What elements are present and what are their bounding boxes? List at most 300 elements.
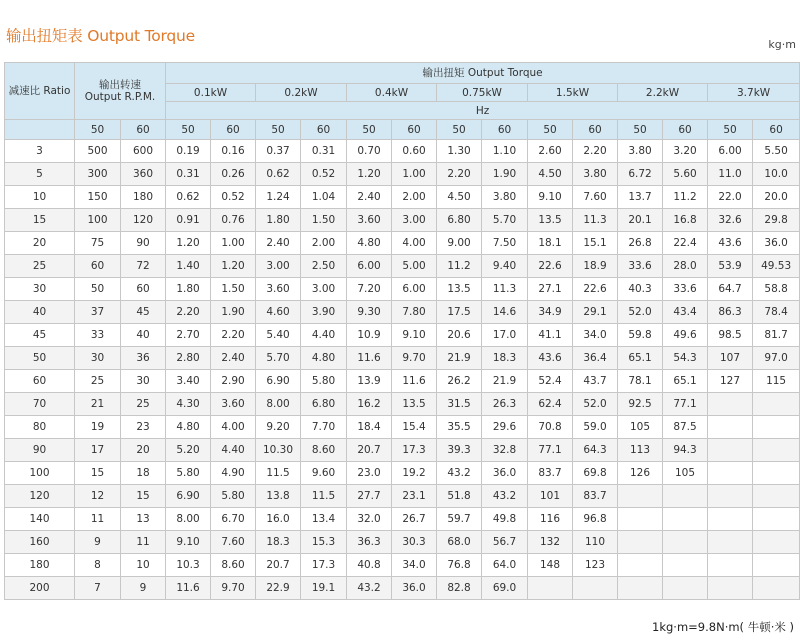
torque-cell: 49.6 bbox=[663, 324, 708, 347]
torque-cell: 18.3 bbox=[256, 531, 301, 554]
torque-cell: 16.0 bbox=[256, 508, 301, 531]
torque-cell: 51.8 bbox=[437, 485, 482, 508]
torque-cell: 6.00 bbox=[347, 255, 392, 278]
torque-cell: 4.00 bbox=[211, 416, 256, 439]
torque-cell bbox=[618, 485, 663, 508]
frequency-header: 60 bbox=[753, 120, 800, 140]
torque-cell: 65.1 bbox=[618, 347, 663, 370]
hz-header: Hz bbox=[166, 102, 800, 120]
torque-cell: 22.0 bbox=[708, 186, 753, 209]
torque-cell: 22.6 bbox=[528, 255, 573, 278]
power-header: 0.2kW bbox=[256, 84, 347, 102]
torque-cell: 36.0 bbox=[392, 577, 437, 600]
torque-cell: 53.9 bbox=[708, 255, 753, 278]
torque-cell: 1.00 bbox=[392, 163, 437, 186]
torque-cell: 7.60 bbox=[211, 531, 256, 554]
ratio-cell: 140 bbox=[5, 508, 75, 531]
torque-cell: 148 bbox=[528, 554, 573, 577]
torque-cell: 8.60 bbox=[301, 439, 347, 462]
torque-cell: 52.0 bbox=[618, 301, 663, 324]
torque-cell: 29.1 bbox=[573, 301, 618, 324]
ratio-subheader-empty bbox=[5, 120, 75, 140]
torque-cell: 20.7 bbox=[347, 439, 392, 462]
torque-cell: 82.8 bbox=[437, 577, 482, 600]
torque-cell: 101 bbox=[528, 485, 573, 508]
torque-cell: 34.0 bbox=[392, 554, 437, 577]
rpm-cell: 15 bbox=[121, 485, 166, 508]
torque-cell: 18.4 bbox=[347, 416, 392, 439]
rpm-cell: 21 bbox=[75, 393, 121, 416]
rpm-cell: 19 bbox=[75, 416, 121, 439]
torque-cell: 31.5 bbox=[437, 393, 482, 416]
rpm-cell: 17 bbox=[75, 439, 121, 462]
torque-cell: 2.60 bbox=[528, 140, 573, 163]
torque-cell: 110 bbox=[573, 531, 618, 554]
table-row bbox=[5, 347, 800, 370]
table-row bbox=[5, 209, 800, 232]
torque-cell: 20.1 bbox=[618, 209, 663, 232]
torque-cell: 92.5 bbox=[618, 393, 663, 416]
torque-cell: 9.60 bbox=[301, 462, 347, 485]
torque-cell: 62.4 bbox=[528, 393, 573, 416]
torque-cell: 69.8 bbox=[573, 462, 618, 485]
torque-cell bbox=[708, 393, 753, 416]
torque-cell: 29.6 bbox=[482, 416, 528, 439]
torque-cell: 107 bbox=[708, 347, 753, 370]
torque-cell: 8.00 bbox=[166, 508, 211, 531]
torque-cell: 20.6 bbox=[437, 324, 482, 347]
torque-cell: 29.8 bbox=[753, 209, 800, 232]
torque-cell: 11.0 bbox=[708, 163, 753, 186]
table-row bbox=[5, 140, 800, 163]
torque-cell: 77.1 bbox=[528, 439, 573, 462]
torque-cell: 0.19 bbox=[166, 140, 211, 163]
torque-cell: 1.90 bbox=[482, 163, 528, 186]
ratio-cell: 45 bbox=[5, 324, 75, 347]
torque-cell: 26.7 bbox=[392, 508, 437, 531]
torque-cell: 15.1 bbox=[573, 232, 618, 255]
ratio-cell: 20 bbox=[5, 232, 75, 255]
frequency-header: 60 bbox=[392, 120, 437, 140]
rpm-cell: 11 bbox=[75, 508, 121, 531]
torque-cell: 14.6 bbox=[482, 301, 528, 324]
torque-cell bbox=[708, 508, 753, 531]
torque-cell: 4.60 bbox=[256, 301, 301, 324]
torque-cell: 10.9 bbox=[347, 324, 392, 347]
torque-cell: 9.70 bbox=[211, 577, 256, 600]
rpm-cell: 30 bbox=[75, 347, 121, 370]
torque-cell: 1.10 bbox=[482, 140, 528, 163]
torque-cell: 18.9 bbox=[573, 255, 618, 278]
table-row bbox=[5, 255, 800, 278]
torque-cell: 10.30 bbox=[256, 439, 301, 462]
torque-cell: 2.20 bbox=[211, 324, 256, 347]
torque-cell: 6.00 bbox=[708, 140, 753, 163]
torque-cell: 3.80 bbox=[482, 186, 528, 209]
torque-cell: 35.5 bbox=[437, 416, 482, 439]
rpm-cell: 10 bbox=[121, 554, 166, 577]
torque-cell: 1.50 bbox=[211, 278, 256, 301]
frequency-header: 50 bbox=[75, 120, 121, 140]
ratio-cell: 3 bbox=[5, 140, 75, 163]
torque-cell: 0.31 bbox=[301, 140, 347, 163]
torque-cell: 1.90 bbox=[211, 301, 256, 324]
torque-cell: 17.5 bbox=[437, 301, 482, 324]
rpm-cell: 36 bbox=[121, 347, 166, 370]
torque-cell bbox=[708, 462, 753, 485]
torque-cell: 5.50 bbox=[753, 140, 800, 163]
torque-cell: 5.80 bbox=[211, 485, 256, 508]
torque-cell: 9.00 bbox=[437, 232, 482, 255]
torque-cell: 65.1 bbox=[663, 370, 708, 393]
torque-cell: 43.6 bbox=[708, 232, 753, 255]
torque-cell: 83.7 bbox=[573, 485, 618, 508]
torque-cell: 1.20 bbox=[211, 255, 256, 278]
rpm-cell: 75 bbox=[75, 232, 121, 255]
torque-cell: 34.9 bbox=[528, 301, 573, 324]
torque-cell: 22.9 bbox=[256, 577, 301, 600]
torque-cell: 64.7 bbox=[708, 278, 753, 301]
torque-cell: 34.0 bbox=[573, 324, 618, 347]
ratio-cell: 200 bbox=[5, 577, 75, 600]
torque-cell: 16.8 bbox=[663, 209, 708, 232]
torque-cell: 32.8 bbox=[482, 439, 528, 462]
torque-cell: 13.5 bbox=[437, 278, 482, 301]
torque-cell bbox=[753, 462, 800, 485]
torque-cell: 2.40 bbox=[256, 232, 301, 255]
rpm-cell: 7 bbox=[75, 577, 121, 600]
torque-cell: 15.3 bbox=[301, 531, 347, 554]
torque-cell: 11.2 bbox=[437, 255, 482, 278]
rpm-cell: 120 bbox=[121, 209, 166, 232]
rpm-cell: 23 bbox=[121, 416, 166, 439]
torque-cell: 18.3 bbox=[482, 347, 528, 370]
torque-cell: 10.3 bbox=[166, 554, 211, 577]
torque-cell: 28.0 bbox=[663, 255, 708, 278]
torque-cell: 76.8 bbox=[437, 554, 482, 577]
torque-cell: 6.70 bbox=[211, 508, 256, 531]
torque-cell: 1.24 bbox=[256, 186, 301, 209]
torque-cell bbox=[528, 577, 573, 600]
torque-cell: 115 bbox=[753, 370, 800, 393]
torque-cell: 2.00 bbox=[392, 186, 437, 209]
torque-cell: 2.90 bbox=[211, 370, 256, 393]
torque-cell: 23.0 bbox=[347, 462, 392, 485]
torque-cell: 2.20 bbox=[437, 163, 482, 186]
torque-cell: 127 bbox=[708, 370, 753, 393]
torque-cell: 2.70 bbox=[166, 324, 211, 347]
torque-cell: 0.52 bbox=[211, 186, 256, 209]
torque-cell bbox=[663, 485, 708, 508]
torque-cell: 2.80 bbox=[166, 347, 211, 370]
torque-cell: 2.50 bbox=[301, 255, 347, 278]
torque-cell: 86.3 bbox=[708, 301, 753, 324]
torque-cell: 6.72 bbox=[618, 163, 663, 186]
torque-cell: 64.0 bbox=[482, 554, 528, 577]
torque-cell: 11.6 bbox=[392, 370, 437, 393]
torque-cell: 11.6 bbox=[347, 347, 392, 370]
torque-cell: 105 bbox=[663, 462, 708, 485]
ratio-cell: 10 bbox=[5, 186, 75, 209]
torque-cell: 6.90 bbox=[166, 485, 211, 508]
torque-cell: 54.3 bbox=[663, 347, 708, 370]
frequency-header: 50 bbox=[256, 120, 301, 140]
torque-cell: 94.3 bbox=[663, 439, 708, 462]
torque-cell bbox=[753, 393, 800, 416]
torque-cell: 16.2 bbox=[347, 393, 392, 416]
ratio-cell: 160 bbox=[5, 531, 75, 554]
rpm-cell: 25 bbox=[121, 393, 166, 416]
torque-cell bbox=[753, 531, 800, 554]
torque-cell: 11.3 bbox=[482, 278, 528, 301]
torque-cell bbox=[708, 485, 753, 508]
rpm-cell: 13 bbox=[121, 508, 166, 531]
torque-cell: 5.80 bbox=[301, 370, 347, 393]
torque-cell: 77.1 bbox=[663, 393, 708, 416]
torque-cell: 43.4 bbox=[663, 301, 708, 324]
frequency-header: 50 bbox=[708, 120, 753, 140]
torque-cell: 9.20 bbox=[256, 416, 301, 439]
torque-cell: 17.0 bbox=[482, 324, 528, 347]
rpm-cell: 9 bbox=[121, 577, 166, 600]
torque-cell bbox=[573, 577, 618, 600]
rpm-cell: 600 bbox=[121, 140, 166, 163]
torque-cell: 11.2 bbox=[663, 186, 708, 209]
torque-cell: 8.60 bbox=[211, 554, 256, 577]
speed-header bbox=[75, 63, 166, 120]
power-header: 1.5kW bbox=[528, 84, 618, 102]
torque-cell: 4.00 bbox=[392, 232, 437, 255]
torque-cell: 123 bbox=[573, 554, 618, 577]
torque-cell: 8.00 bbox=[256, 393, 301, 416]
table-row bbox=[5, 485, 800, 508]
torque-cell: 4.80 bbox=[301, 347, 347, 370]
rpm-cell: 300 bbox=[75, 163, 121, 186]
speed-header-en: Output R.P.M. bbox=[84, 91, 156, 103]
torque-cell: 1.80 bbox=[166, 278, 211, 301]
torque-cell bbox=[753, 577, 800, 600]
torque-cell: 2.40 bbox=[211, 347, 256, 370]
ratio-cell: 25 bbox=[5, 255, 75, 278]
torque-cell: 26.3 bbox=[482, 393, 528, 416]
torque-cell: 18.1 bbox=[528, 232, 573, 255]
torque-cell: 0.26 bbox=[211, 163, 256, 186]
torque-cell: 22.6 bbox=[573, 278, 618, 301]
torque-cell: 59.8 bbox=[618, 324, 663, 347]
torque-cell: 3.60 bbox=[256, 278, 301, 301]
torque-cell: 69.0 bbox=[482, 577, 528, 600]
torque-cell: 3.80 bbox=[573, 163, 618, 186]
frequency-header: 60 bbox=[663, 120, 708, 140]
torque-cell: 7.80 bbox=[392, 301, 437, 324]
power-header: 0.1kW bbox=[166, 84, 256, 102]
torque-cell: 78.1 bbox=[618, 370, 663, 393]
torque-cell: 87.5 bbox=[663, 416, 708, 439]
torque-cell: 9.30 bbox=[347, 301, 392, 324]
torque-cell: 3.60 bbox=[211, 393, 256, 416]
power-header: 2.2kW bbox=[618, 84, 708, 102]
torque-cell: 40.3 bbox=[618, 278, 663, 301]
torque-cell bbox=[708, 531, 753, 554]
ratio-header: 减速比 Ratio bbox=[5, 63, 75, 120]
torque-cell: 68.0 bbox=[437, 531, 482, 554]
torque-cell: 41.1 bbox=[528, 324, 573, 347]
torque-cell: 36.4 bbox=[573, 347, 618, 370]
torque-cell: 0.70 bbox=[347, 140, 392, 163]
torque-cell: 11.5 bbox=[256, 462, 301, 485]
torque-cell bbox=[663, 554, 708, 577]
torque-cell bbox=[753, 485, 800, 508]
rpm-cell: 37 bbox=[75, 301, 121, 324]
torque-cell: 4.30 bbox=[166, 393, 211, 416]
torque-cell: 113 bbox=[618, 439, 663, 462]
table-row bbox=[5, 416, 800, 439]
torque-cell: 3.60 bbox=[347, 209, 392, 232]
torque-cell: 5.40 bbox=[256, 324, 301, 347]
ratio-cell: 70 bbox=[5, 393, 75, 416]
unit-label: kg·m bbox=[768, 38, 796, 51]
torque-cell: 4.40 bbox=[301, 324, 347, 347]
torque-cell: 9.70 bbox=[392, 347, 437, 370]
torque-cell: 98.5 bbox=[708, 324, 753, 347]
torque-cell: 0.37 bbox=[256, 140, 301, 163]
table-body bbox=[5, 140, 800, 600]
torque-cell: 17.3 bbox=[301, 554, 347, 577]
ratio-cell: 5 bbox=[5, 163, 75, 186]
ratio-cell: 15 bbox=[5, 209, 75, 232]
torque-cell: 6.80 bbox=[437, 209, 482, 232]
torque-cell: 116 bbox=[528, 508, 573, 531]
torque-cell: 10.0 bbox=[753, 163, 800, 186]
torque-cell: 32.6 bbox=[708, 209, 753, 232]
rpm-cell: 30 bbox=[121, 370, 166, 393]
torque-cell: 0.52 bbox=[301, 163, 347, 186]
torque-cell bbox=[663, 531, 708, 554]
torque-cell: 9.10 bbox=[166, 531, 211, 554]
power-header: 0.4kW bbox=[347, 84, 437, 102]
torque-cell: 5.70 bbox=[482, 209, 528, 232]
torque-cell: 32.0 bbox=[347, 508, 392, 531]
torque-cell: 7.20 bbox=[347, 278, 392, 301]
table-row bbox=[5, 462, 800, 485]
frequency-header: 60 bbox=[482, 120, 528, 140]
table-row bbox=[5, 370, 800, 393]
torque-cell: 13.5 bbox=[392, 393, 437, 416]
torque-cell: 6.00 bbox=[392, 278, 437, 301]
table-row bbox=[5, 232, 800, 255]
torque-cell: 17.3 bbox=[392, 439, 437, 462]
torque-cell bbox=[618, 577, 663, 600]
torque-cell: 126 bbox=[618, 462, 663, 485]
torque-cell bbox=[708, 439, 753, 462]
torque-cell bbox=[708, 554, 753, 577]
torque-cell: 78.4 bbox=[753, 301, 800, 324]
torque-cell: 22.4 bbox=[663, 232, 708, 255]
torque-cell: 96.8 bbox=[573, 508, 618, 531]
torque-cell: 36.3 bbox=[347, 531, 392, 554]
torque-cell bbox=[618, 531, 663, 554]
torque-cell bbox=[753, 416, 800, 439]
torque-cell: 9.40 bbox=[482, 255, 528, 278]
torque-cell: 52.0 bbox=[573, 393, 618, 416]
torque-cell: 43.6 bbox=[528, 347, 573, 370]
torque-cell: 2.20 bbox=[573, 140, 618, 163]
torque-cell: 26.8 bbox=[618, 232, 663, 255]
torque-cell: 4.50 bbox=[437, 186, 482, 209]
rpm-cell: 12 bbox=[75, 485, 121, 508]
rpm-cell: 90 bbox=[121, 232, 166, 255]
torque-cell: 5.20 bbox=[166, 439, 211, 462]
power-header: 3.7kW bbox=[708, 84, 800, 102]
ratio-cell: 50 bbox=[5, 347, 75, 370]
torque-cell: 70.8 bbox=[528, 416, 573, 439]
torque-cell: 0.62 bbox=[166, 186, 211, 209]
torque-cell: 0.91 bbox=[166, 209, 211, 232]
torque-cell: 64.3 bbox=[573, 439, 618, 462]
rpm-cell: 9 bbox=[75, 531, 121, 554]
torque-cell: 9.10 bbox=[528, 186, 573, 209]
table-row bbox=[5, 393, 800, 416]
torque-cell: 27.7 bbox=[347, 485, 392, 508]
torque-cell bbox=[708, 416, 753, 439]
rpm-cell: 150 bbox=[75, 186, 121, 209]
torque-cell: 49.53 bbox=[753, 255, 800, 278]
torque-cell: 23.1 bbox=[392, 485, 437, 508]
torque-cell bbox=[753, 508, 800, 531]
table-row bbox=[5, 163, 800, 186]
torque-cell: 11.3 bbox=[573, 209, 618, 232]
torque-cell: 3.00 bbox=[301, 278, 347, 301]
torque-cell: 1.00 bbox=[211, 232, 256, 255]
torque-cell: 0.60 bbox=[392, 140, 437, 163]
torque-cell: 81.7 bbox=[753, 324, 800, 347]
rpm-cell: 60 bbox=[75, 255, 121, 278]
ratio-cell: 40 bbox=[5, 301, 75, 324]
torque-cell: 0.31 bbox=[166, 163, 211, 186]
rpm-cell: 40 bbox=[121, 324, 166, 347]
torque-cell: 5.80 bbox=[166, 462, 211, 485]
torque-cell: 9.10 bbox=[392, 324, 437, 347]
frequency-header-row bbox=[5, 120, 800, 140]
rpm-cell: 15 bbox=[75, 462, 121, 485]
torque-cell: 3.00 bbox=[392, 209, 437, 232]
torque-cell: 97.0 bbox=[753, 347, 800, 370]
torque-cell bbox=[663, 508, 708, 531]
torque-cell: 43.2 bbox=[437, 462, 482, 485]
torque-cell: 4.80 bbox=[347, 232, 392, 255]
frequency-header: 50 bbox=[437, 120, 482, 140]
torque-cell: 15.4 bbox=[392, 416, 437, 439]
torque-cell: 27.1 bbox=[528, 278, 573, 301]
page-title: 输出扭矩表 Output Torque bbox=[6, 27, 196, 45]
torque-header: 输出扭矩 Output Torque bbox=[166, 63, 800, 84]
torque-cell: 13.9 bbox=[347, 370, 392, 393]
frequency-header: 60 bbox=[301, 120, 347, 140]
torque-cell bbox=[708, 577, 753, 600]
torque-cell: 13.7 bbox=[618, 186, 663, 209]
rpm-cell: 45 bbox=[121, 301, 166, 324]
torque-cell: 7.50 bbox=[482, 232, 528, 255]
torque-cell: 7.60 bbox=[573, 186, 618, 209]
torque-cell: 1.20 bbox=[166, 232, 211, 255]
rpm-cell: 500 bbox=[75, 140, 121, 163]
torque-cell: 1.50 bbox=[301, 209, 347, 232]
speed-header-cn: 输出转速 bbox=[99, 79, 141, 91]
torque-cell: 21.9 bbox=[482, 370, 528, 393]
torque-table bbox=[4, 62, 800, 600]
torque-cell: 1.40 bbox=[166, 255, 211, 278]
torque-cell: 13.8 bbox=[256, 485, 301, 508]
